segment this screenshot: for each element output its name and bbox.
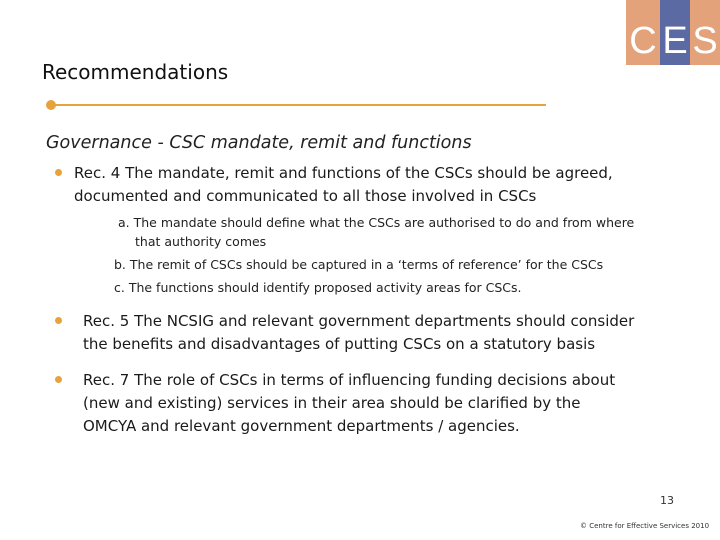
slide-title: Recommendations [42,60,229,84]
rec4-subitem-c: c. The functions should identify proposed activity areas for CSCs. [114,280,522,295]
rec5-line1: Rec. 5 The NCSIG and relevant government departments should consider [83,312,635,330]
rec7-line2: (new and existing) services in their area should be clarified by the [83,394,581,412]
ces-logo [626,0,720,65]
rec4-subitem-a-line1: a. The mandate should define what the CSCs are authorised to do and from where [118,215,635,230]
bullet-dot [55,317,62,324]
rec7-line3: OMCYA and relevant government departments / agencies. [83,417,520,435]
copyright-footer: © Centre for Effective Services 2010 [580,522,710,530]
title-rule [52,104,546,106]
page-number: 13 [660,494,674,507]
logo-letter-e: E [660,0,690,65]
rec7-line1: Rec. 7 The role of CSCs in terms of influencing funding decisions about [83,371,616,389]
logo-letter-s: S [690,0,720,65]
logo-letter-c: C [626,0,660,65]
rec4-subitem-a-line2: that authority comes [135,234,267,249]
rec4-subitem-b: b. The remit of CSCs should be captured in a ‘terms of reference’ for the CSCs [114,257,604,272]
rec5-line2: the benefits and disadvantages of putting CSCs on a statutory basis [83,335,596,353]
rec4-line2: documented and communicated to all those involved in CSCs [74,187,537,205]
bullet-dot [55,169,62,176]
bullet-dot [55,376,62,383]
slide-subtitle: Governance - CSC mandate, remit and functions [46,133,472,153]
rec4-line1: Rec. 4 The mandate, remit and functions of the CSCs should be agreed, [74,164,613,182]
